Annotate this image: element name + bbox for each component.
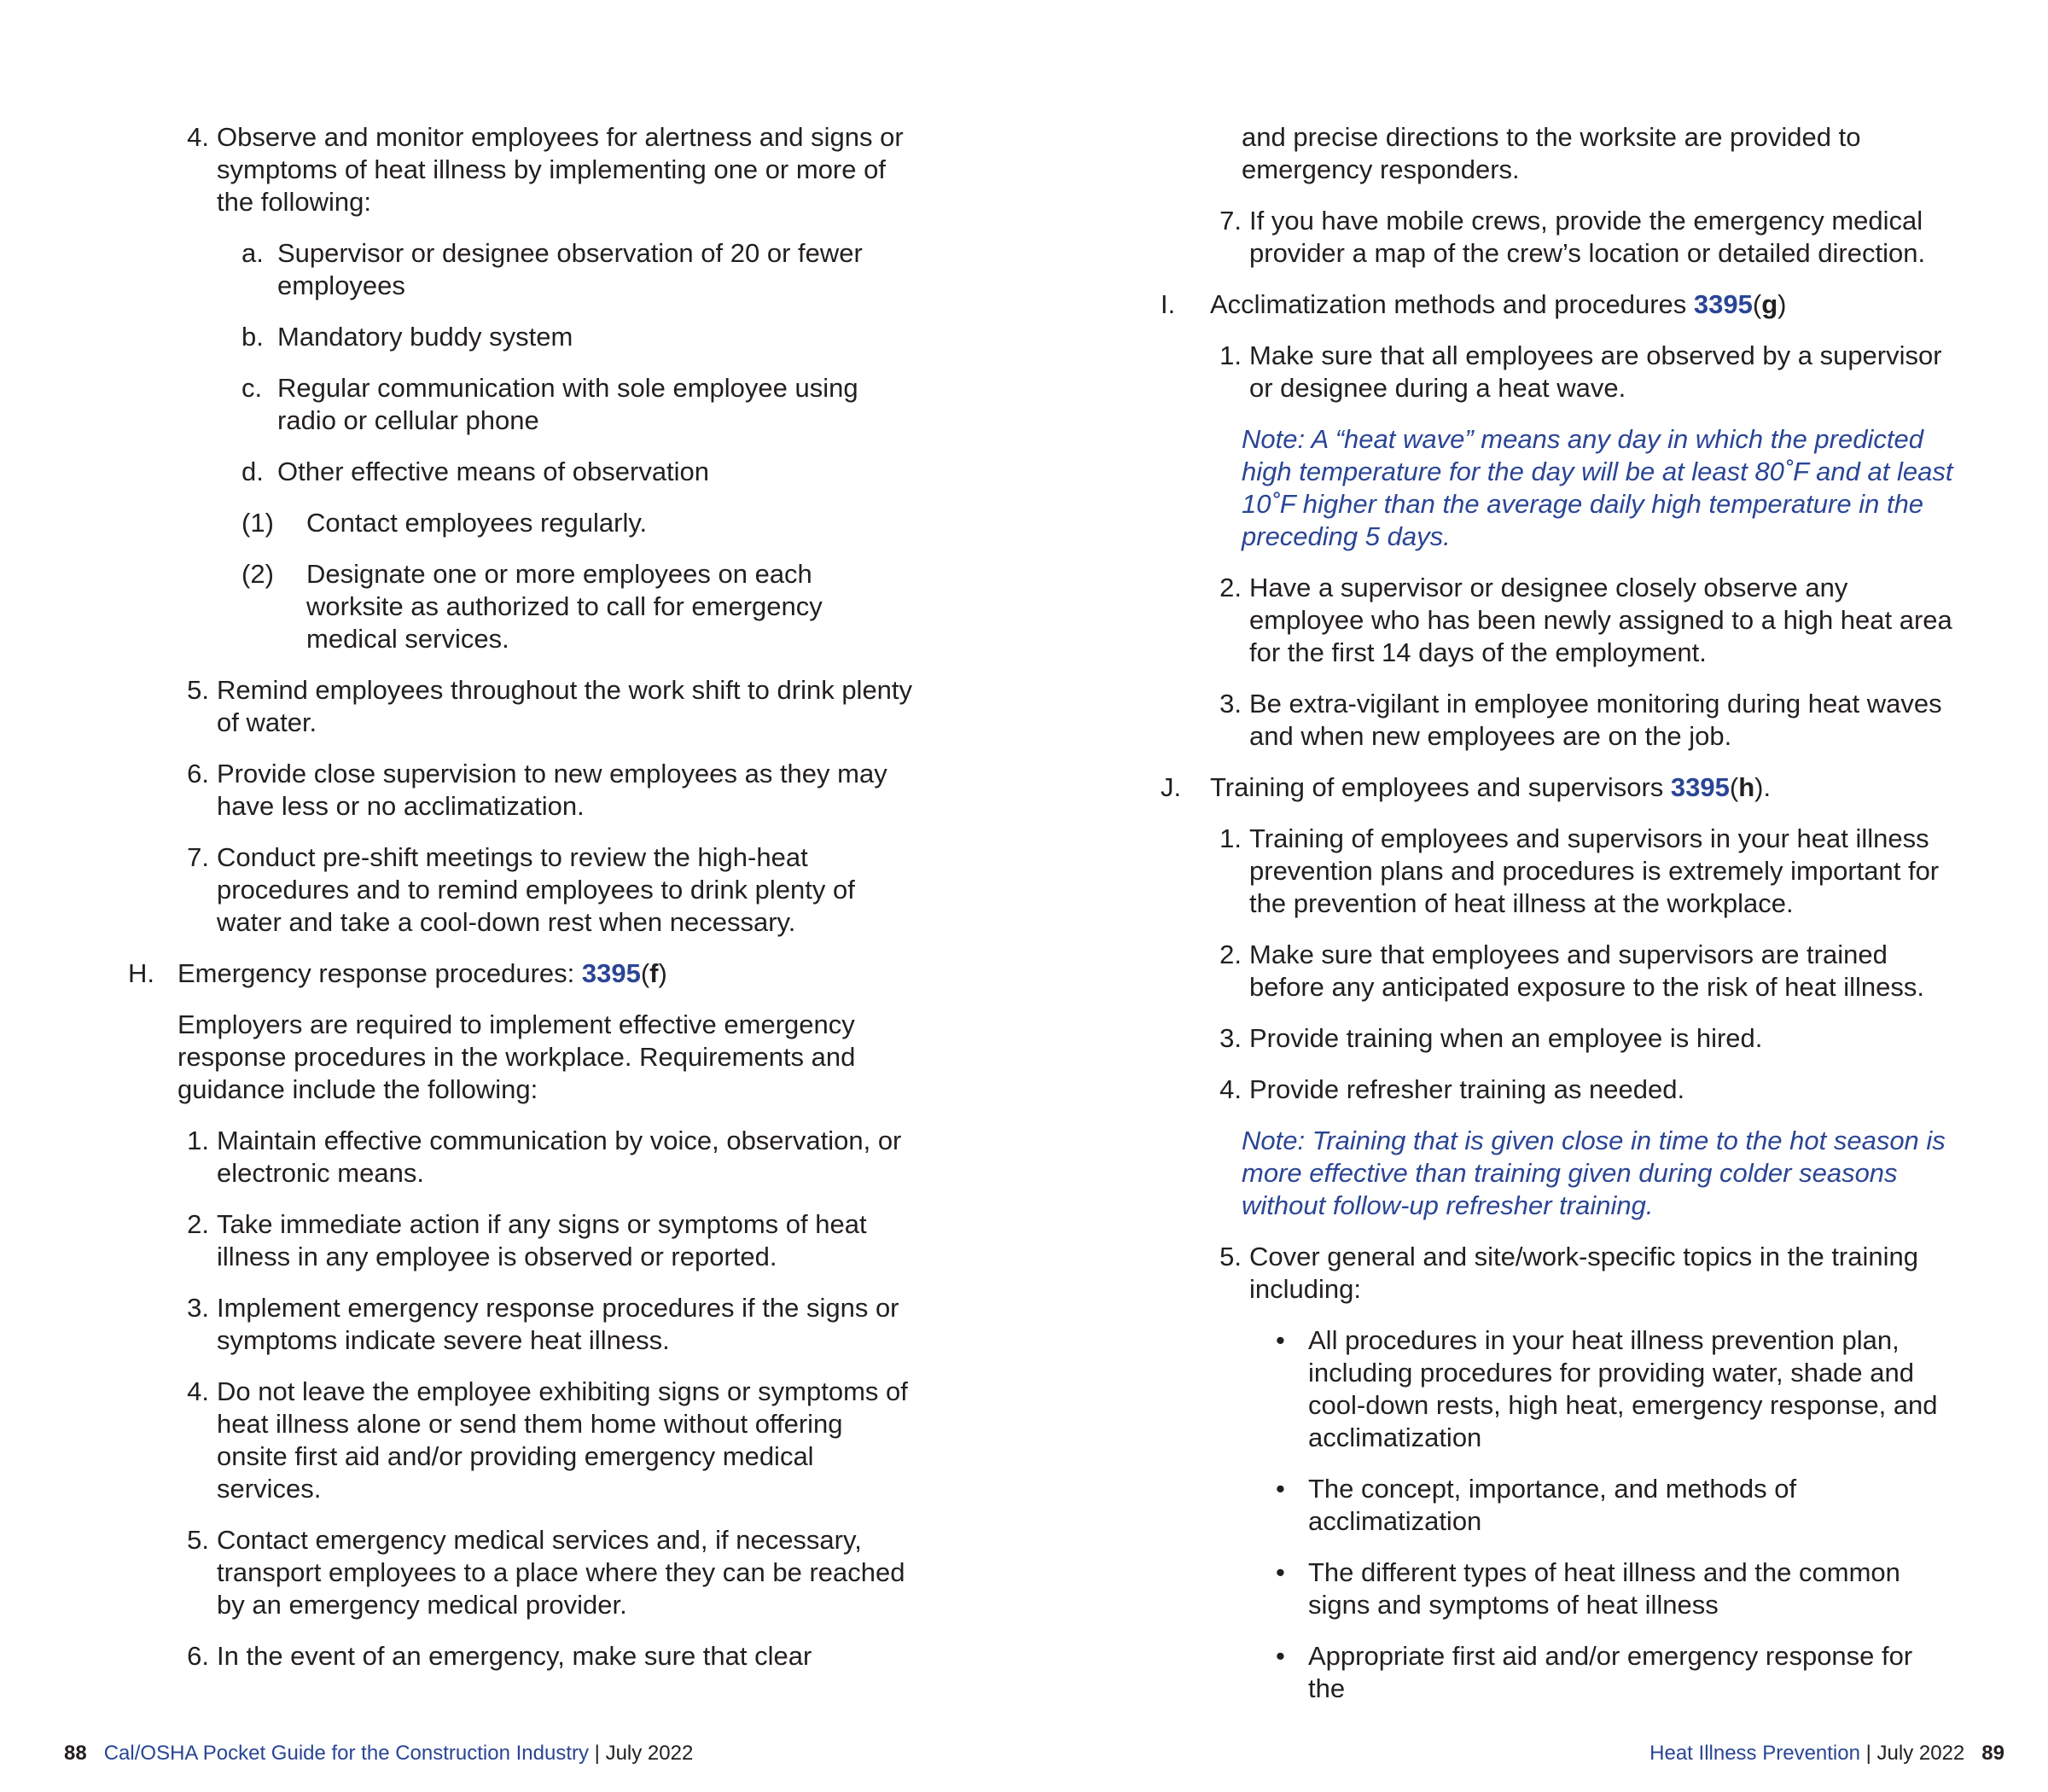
chapter-title: Heat Illness Prevention bbox=[1649, 1742, 1860, 1765]
list-marker: 1. bbox=[1219, 823, 1242, 853]
list-text: Implement emergency response procedures if the signs or symptoms indicate severe heat illness. bbox=[217, 1293, 899, 1355]
section-title bbox=[1210, 288, 1954, 321]
list-marker: 5. bbox=[1219, 1242, 1242, 1271]
list-text: Provide refresher training as needed. bbox=[1249, 1074, 1685, 1104]
list-text: Maintain effective communication by voice, observation, or electronic means. bbox=[217, 1126, 902, 1188]
section-heading-text: Emergency response procedures: bbox=[177, 958, 582, 988]
list-item bbox=[1161, 340, 1954, 404]
list-text: Training of employees and supervisors in your heat illness prevention plans and procedures is extremely important for the prevention of heat illness at the workplace. bbox=[1249, 823, 1940, 918]
list-text: Provide close supervision to new employees as they may have less or no acclimatization. bbox=[217, 759, 887, 821]
list-marker: 2. bbox=[1219, 940, 1242, 969]
section-title bbox=[1210, 771, 1954, 804]
list-marker: 5. bbox=[187, 675, 209, 705]
list-item bbox=[128, 758, 913, 823]
list-item bbox=[128, 841, 913, 939]
list-item bbox=[1161, 205, 1954, 270]
list-marker: 6. bbox=[187, 1641, 209, 1671]
footer-separator: | bbox=[588, 1742, 606, 1765]
list-item bbox=[128, 674, 913, 739]
list-item bbox=[1161, 572, 1954, 669]
bullet-text: Appropriate first aid and/or emergency response for the bbox=[1308, 1641, 1913, 1703]
list-text: Do not leave the employee exhibiting signs or symptoms of heat illness alone or send them home without offering onsite first aid and/or providing emergency medical services. bbox=[217, 1376, 908, 1504]
list-item bbox=[128, 321, 913, 353]
paren-close: ). bbox=[1754, 772, 1772, 802]
footer-date: July 2022 bbox=[1876, 1742, 1965, 1765]
subsection-letter: h bbox=[1738, 772, 1755, 802]
note-heat-wave: Note: A “heat wave” means any day in which the predicted high temperature for the day will be at least 80˚F and at least 10˚F higher than the average daily high temperature in the preceding 5 days. bbox=[1242, 424, 1953, 551]
list-text: Make sure that employees and supervisors are trained before any anticipated exposure to the risk of heat illness. bbox=[1249, 940, 1924, 1002]
list-item bbox=[128, 558, 913, 655]
list-text: Provide training when an employee is hired. bbox=[1249, 1023, 1763, 1053]
list-marker: 4. bbox=[187, 122, 209, 152]
list-text: Mandatory buddy system bbox=[277, 322, 573, 352]
section-marker: H. bbox=[128, 958, 154, 988]
section-marker: I. bbox=[1161, 289, 1176, 319]
list-item bbox=[1161, 1241, 1954, 1306]
list-marker: 2. bbox=[187, 1209, 209, 1239]
section-marker: J. bbox=[1161, 772, 1182, 802]
regulation-reference-link[interactable]: 3395 bbox=[581, 958, 641, 988]
list-text: Observe and monitor employees for alertness and signs or symptoms of heat illness by implementing one or more of the following: bbox=[217, 122, 904, 217]
list-marker: 3. bbox=[187, 1293, 209, 1323]
list-item bbox=[128, 1524, 913, 1621]
list-marker: b. bbox=[241, 322, 264, 352]
section-title bbox=[177, 957, 913, 990]
bullet-item bbox=[1161, 1640, 1954, 1705]
section-heading-text: Training of employees and supervisors bbox=[1210, 772, 1671, 802]
section-heading-text: Acclimatization methods and procedures bbox=[1210, 289, 1694, 319]
list-text: Designate one or more employees on each worksite as authorized to call for emergency medical services. bbox=[306, 559, 823, 654]
list-item bbox=[1161, 1022, 1954, 1055]
bullet-item bbox=[1161, 1556, 1954, 1621]
list-marker: 6. bbox=[187, 759, 209, 788]
list-marker: (2) bbox=[241, 559, 274, 589]
note-training: Note: Training that is given close in time to the hot season is more effective than training given during colder seasons without follow-up refresher training. bbox=[1242, 1126, 1946, 1220]
list-marker: 4. bbox=[187, 1376, 209, 1406]
list-text: Contact emergency medical services and, if necessary, transport employees to a place where they can be reached by an emergency medical provider. bbox=[217, 1525, 905, 1620]
list-text: Be extra-vigilant in employee monitoring during heat waves and when new employees are on the job. bbox=[1249, 689, 1942, 751]
footer-date: July 2022 bbox=[605, 1742, 694, 1765]
bullet-marker: • bbox=[1276, 1325, 1285, 1355]
publication-title: Cal/OSHA Pocket Guide for the Construction Industry bbox=[103, 1742, 589, 1765]
page-number-left: 88 bbox=[64, 1742, 87, 1765]
list-marker: 3. bbox=[1219, 689, 1242, 719]
list-marker: c. bbox=[241, 373, 263, 403]
list-marker: 2. bbox=[1219, 573, 1242, 602]
list-marker: 7. bbox=[187, 842, 209, 872]
paren-open: ( bbox=[1729, 772, 1739, 802]
list-item bbox=[128, 1208, 913, 1273]
list-text: Other effective means of observation bbox=[277, 457, 710, 486]
continuation-text: and precise directions to the worksite are provided to emergency responders. bbox=[1242, 122, 1861, 184]
page-number-right: 89 bbox=[1981, 1742, 2004, 1765]
bullet-text: The concept, importance, and methods of acclimatization bbox=[1308, 1474, 1797, 1536]
list-item bbox=[128, 372, 913, 437]
bullet-marker: • bbox=[1276, 1557, 1285, 1587]
bullet-marker: • bbox=[1276, 1641, 1285, 1671]
paren-close: ) bbox=[658, 958, 667, 988]
list-item bbox=[1161, 688, 1954, 753]
subsection-letter: g bbox=[1761, 289, 1778, 319]
section-heading-i bbox=[1161, 288, 1954, 321]
paren-open: ( bbox=[1752, 289, 1762, 319]
list-item bbox=[128, 1125, 913, 1190]
list-item bbox=[128, 237, 913, 302]
list-text: Take immediate action if any signs or symptoms of heat illness in any employee is observed or reported. bbox=[217, 1209, 867, 1271]
list-text: Regular communication with sole employee using radio or cellular phone bbox=[277, 373, 858, 435]
regulation-reference-link[interactable]: 3395 bbox=[1693, 289, 1753, 319]
list-text: Conduct pre-shift meetings to review the high-heat procedures and to remind employees to drink plenty of water and take a cool-down rest when necessary. bbox=[217, 842, 855, 937]
right-page-column bbox=[1161, 121, 1954, 1724]
section-intro-paragraph: Employers are required to implement effective emergency response procedures in the workplace. Requirements and guidance include the following: bbox=[177, 1009, 856, 1104]
list-item bbox=[128, 456, 913, 488]
footer-left bbox=[64, 1741, 693, 1766]
bullet-text: All procedures in your heat illness prevention plan, including procedures for providing water, shade and cool-down rests, high heat, emergency response, and acclimatization bbox=[1308, 1325, 1938, 1452]
list-text: Contact employees regularly. bbox=[306, 508, 648, 538]
list-item bbox=[1161, 939, 1954, 1004]
list-marker: d. bbox=[241, 457, 264, 486]
list-item bbox=[128, 1292, 913, 1357]
bullet-text: The different types of heat illness and the common signs and symptoms of heat illness bbox=[1308, 1557, 1900, 1620]
regulation-reference-link[interactable]: 3395 bbox=[1670, 772, 1730, 802]
footer-right bbox=[1649, 1741, 2004, 1766]
list-marker: a. bbox=[241, 238, 264, 268]
section-heading-h bbox=[128, 957, 913, 990]
list-marker: (1) bbox=[241, 508, 274, 538]
list-marker: 3. bbox=[1219, 1023, 1242, 1053]
section-heading-j bbox=[1161, 771, 1954, 804]
list-marker: 1. bbox=[187, 1126, 209, 1155]
paren-close: ) bbox=[1777, 289, 1787, 319]
list-marker: 7. bbox=[1219, 206, 1242, 236]
list-marker: 1. bbox=[1219, 340, 1242, 370]
list-item bbox=[128, 121, 913, 218]
list-text: Cover general and site/work-specific topics in the training including: bbox=[1249, 1242, 1918, 1304]
list-item bbox=[128, 507, 913, 539]
subsection-letter: f bbox=[649, 958, 659, 988]
list-text: Supervisor or designee observation of 20 or fewer employees bbox=[277, 238, 863, 300]
list-item bbox=[128, 1640, 913, 1673]
list-text: Remind employees throughout the work shift to drink plenty of water. bbox=[217, 675, 913, 737]
list-text: If you have mobile crews, provide the emergency medical provider a map of the crew’s location or detailed direction. bbox=[1249, 206, 1926, 268]
left-page-column bbox=[128, 121, 913, 1691]
list-marker: 5. bbox=[187, 1525, 209, 1555]
list-marker: 4. bbox=[1219, 1074, 1242, 1104]
bullet-item bbox=[1161, 1473, 1954, 1538]
paren-open: ( bbox=[640, 958, 650, 988]
footer-separator: | bbox=[1859, 1742, 1877, 1765]
bullet-marker: • bbox=[1276, 1474, 1285, 1504]
list-text: Have a supervisor or designee closely observe any employee who has been newly assigned to a high heat area for the first 14 days of the employment. bbox=[1249, 573, 1952, 667]
list-item bbox=[1161, 823, 1954, 920]
bullet-item bbox=[1161, 1324, 1954, 1454]
list-text: In the event of an emergency, make sure that clear bbox=[217, 1641, 812, 1671]
list-text: Make sure that all employees are observed by a supervisor or designee during a heat wave. bbox=[1249, 340, 1942, 403]
list-item bbox=[1161, 1073, 1954, 1106]
list-item bbox=[128, 1376, 913, 1505]
